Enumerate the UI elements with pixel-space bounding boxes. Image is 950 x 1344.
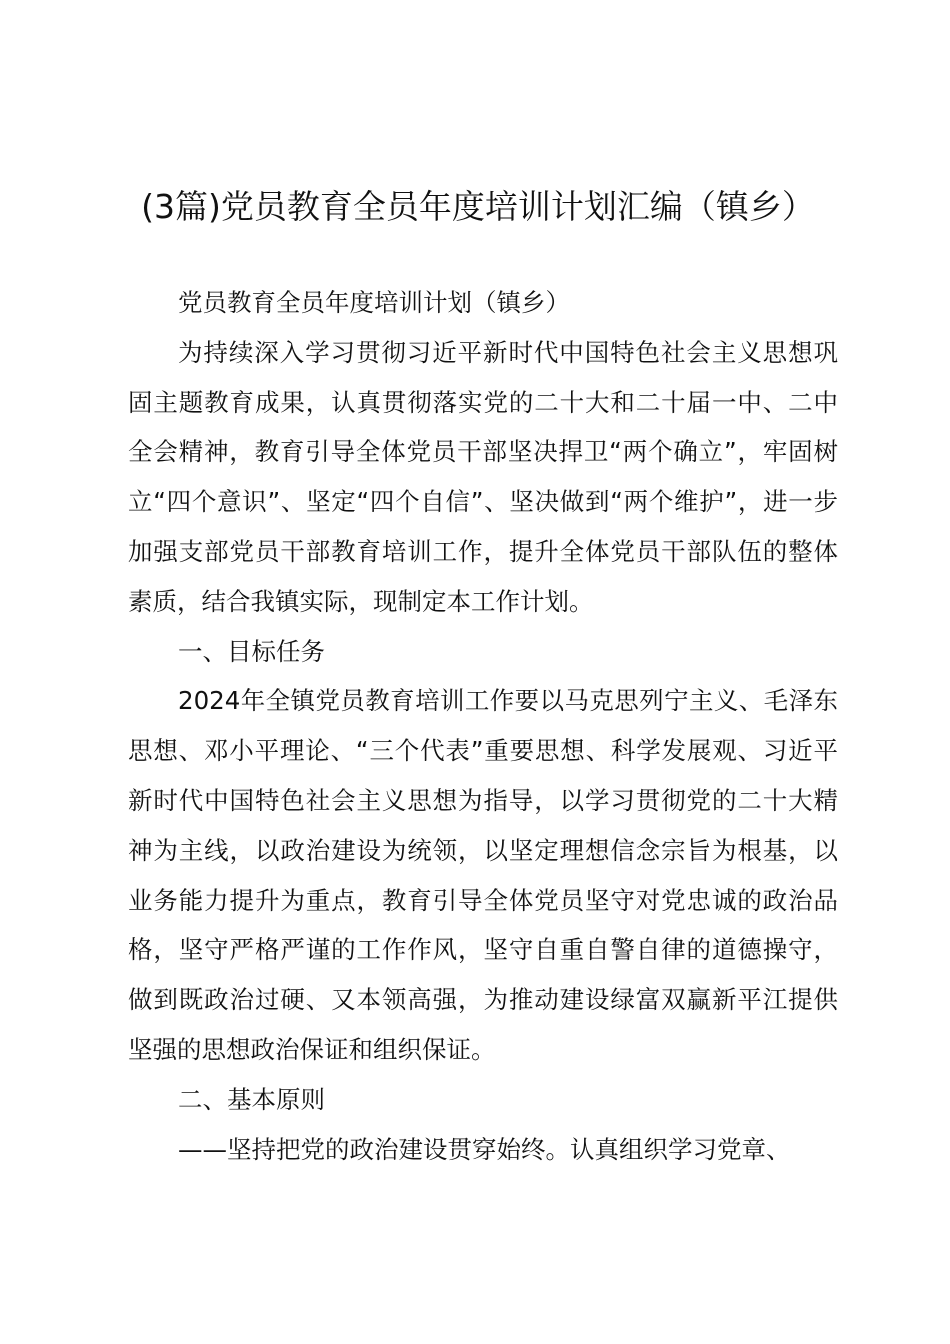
document-subtitle: 党员教育全员年度培训计划（镇乡）: [178, 288, 570, 317]
document-body: [128, 278, 838, 1174]
section-heading-principles: 二、基本原则: [178, 1084, 325, 1114]
paragraph-goals: 2024年全镇党员教育培训工作要以马克思列宁主义、毛泽东思想、邓小平理论、“三个代表”重要思想、科学发展观、习近平新时代中国特色社会主义思想为指导，以学习贯彻党的二十大精神为主线，以政治建设为统领，以坚定理想信念宗旨为根基，以业务能力提升为重点，教育引导全体党员坚守对党忠诚的政治品格，坚守严格严谨的工作作风，坚守自重自警自律的道德操守，做到既政治过硬、又本领高强，为推动建设绿富双赢新平江提供坚强的思想政治保证和组织保证。: [128, 686, 838, 1064]
section-heading-goals: 一、目标任务: [178, 636, 325, 666]
document-title: (3篇)党员教育全员年度培训计划汇编（镇乡）: [141, 187, 815, 226]
paragraph-intro: 为持续深入学习贯彻习近平新时代中国特色社会主义思想巩固主题教育成果，认真贯彻落实党的二十大和二十届一中、二中全会精神，教育引导全体党员干部坚决捍卫“两个确立”，牢固树立“四个意识”、坚定“四个自信”、坚决做到“两个维护”，进一步加强支部党员干部教育培训工作，提升全体党员干部队伍的整体素质，结合我镇实际，现制定本工作计划。: [128, 337, 838, 616]
paragraph-principle-1: ——坚持把党的政治建设贯穿始终。认真组织学习党章、: [178, 1134, 791, 1164]
